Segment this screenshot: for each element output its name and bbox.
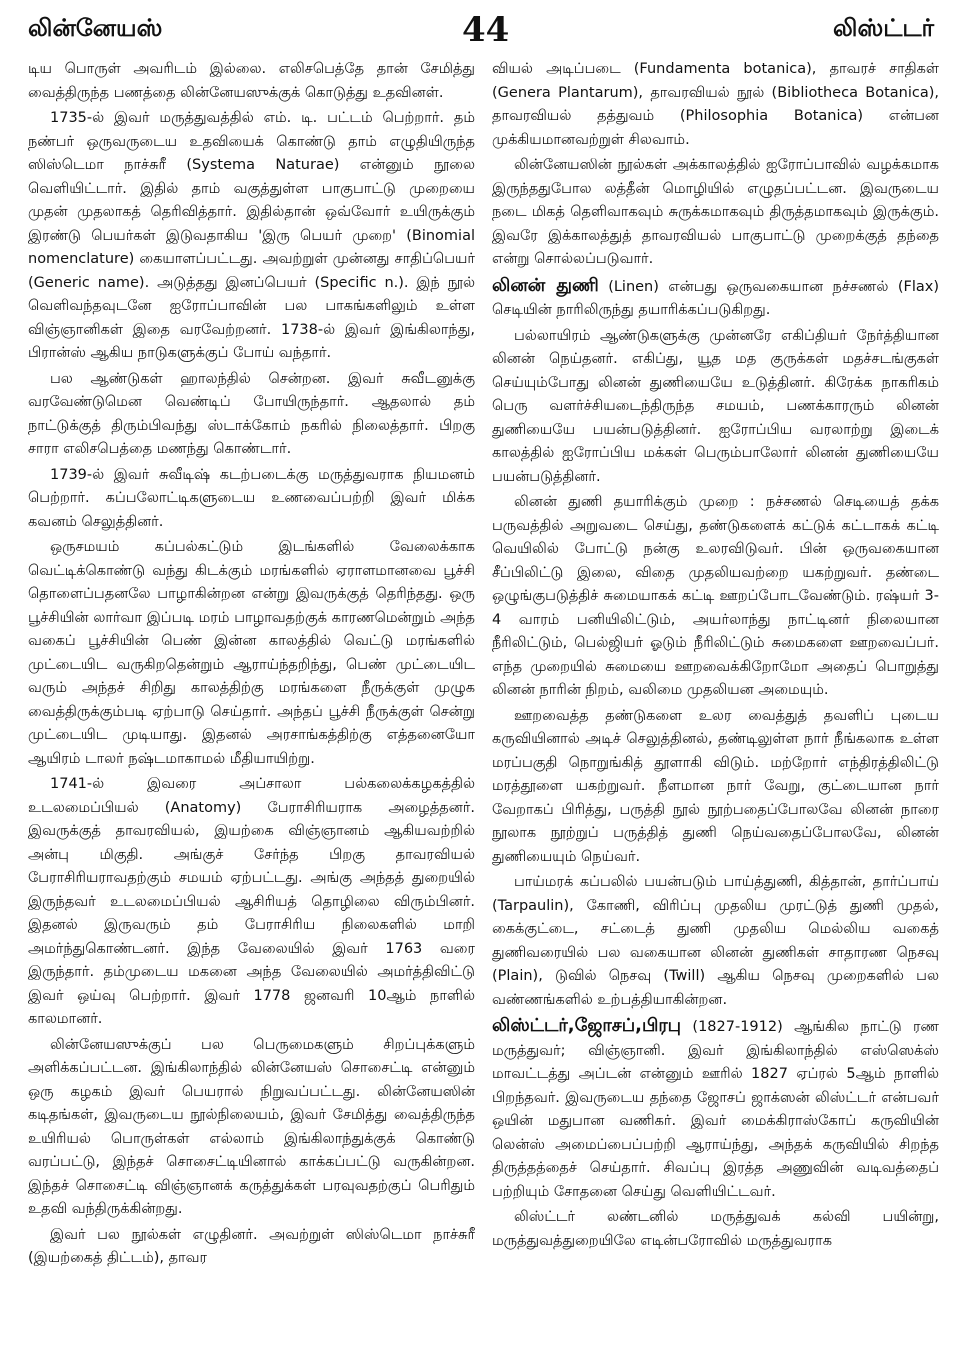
paragraph: ஊறவைத்த தண்டுகளை உலர வைத்துத் தவளிப் புடைய கருவியினால் அடிச் செலுத்தினல், தண்டிலுள்ள நார் நீங்கலாக உள்ள மரப்பகுதி நொறுங்கித் தூளாகி விடும். மற்றோர் எந்திரத்திலிட்டு மரத்தூளை யகற்றுவர். நீளமான நார் வேறு, குட்டையான நார் வேறாகப் பிரித்து, பருத்தி நூல் நூற்பதைப்போலவே லினன் நாரை நூலாக நூற்றுப் பருத்தித் துணி நெய்வதைப்போலவே, லினன் துணியையும் நெய்வர்.: [492, 707, 939, 865]
running-head-left: லின்னேயஸ்: [28, 14, 163, 42]
paragraph: பல்லாயிரம் ஆண்டுகளுக்கு முன்னரே எகிப்தியர் நேர்த்தியான லினன் நெய்தனர். எகிப்து, யூத மத குருக்கள் மதச்சடங்குகள் செய்யும்போது லினன் துணியையே உடுத்தினர். கிரேக்க நாகரிகம் பெரு வளர்ச்சியடைந்திருந்த சமயம், பணக்காரரும் லினன் துணியையே பயன்படுத்தினர். ஐரோப்பிய வரலாற்று இடைக் காலத்தில் ஐரோப்பிய மக்கள் பெரும்பாலோர் லினன் துணியையே பயன்படுத்தினர்.: [492, 327, 939, 485]
right-column: [492, 58, 939, 1352]
paragraph: லின்னேயஸின் நூல்கள் அக்காலத்தில் ஐரோப்பாவில் வழக்கமாக இருந்ததுபோல லத்தீன் மொழியில் எழுதப்பட்டன. இவருடைய நடை மிகத் தெளிவாகவும் சுருக்கமாகவும் திருத்தமாகவும் இருக்கும். இவரே இக்காலத்துத் தாவரவியல் பாகுபாட்டு முறைக்குத் தந்தை என்று சொல்லப்படுவார்.: [492, 157, 939, 267]
entry-intro-linen: (Linen) என்பது ஒருவகையான நச்சணல் (Flax) செடியின் நாரிலிருந்து தயாரிக்கப்படுகிறது.: [492, 278, 939, 318]
paragraph: வியல் அடிப்படை (Fundamenta botanica), தாவரச் சாதிகள் (Genera Plantarum), தாவரவியல் நூல் (Bibliotheca Botanica), தாவரவியல் தத்துவம் (Philosophia Botanica) என்பன முக்கியமானவற்றுள் சிலவாம்.: [492, 61, 939, 148]
page-number: 44: [462, 10, 510, 50]
entry-heading-lister: லிஸ்ட்டர்,ஜோசப்,பிரபு: [492, 1015, 682, 1036]
page-header: [0, 0, 960, 58]
paragraph: லின்னேயஸுக்குப் பல பெருமைகளும் சிறப்புக்களும் அளிக்கப்பட்டன. இங்கிலாந்தில் லின்னேயஸ் சொசைட்டி என்னும் ஒரு கழகம் இவர் பெயரால் நிறுவப்பட்டது. லின்னேயஸின் கடிதங்கள், இவருடைய நூல்நிலையம், இவர் சேமித்து வைத்திருந்த உயிரியல் பொருள்கள் எல்லாம் இங்கிலாந்துக்குக் கொண்டு வரப்பட்டு, இந்தச் சொசைட்டியினால் காக்கப்பட்டு வருகின்றன. இந்தச் சொசைட்டி விஞ்ஞானக் கருத்துக்கள் பரவுவதற்குப் பெரிதும் உதவி வந்திருக்கின்றது.: [28, 1036, 475, 1217]
paragraph: 1741-ல் இவரை அப்சாலா பல்கலைக்கழகத்தில் உடலமைப்பியல் (Anatomy) பேராசிரியராக அழைத்தனர். இவருக்குத் தாவரவியல், இயற்கை விஞ்ஞானம் ஆகியவற்றில் அன்பு மிகுதி. அங்குச் சேர்ந்த பிறகு தாவரவியல் பேராசிரியராவதற்கும் சமயம் ஏற்பட்டது. அங்கு அந்தத் துறையில் இருந்தவர் உடலமைப்பியல் ஆசிரியத் தொழிலை விரும்பினர். இதனல் இருவரும் தம் பேராசிரிய நிலைகளில் மாறி அமர்ந்துகொண்டனர். இந்த வேலையில் இவர் 1763 வரை இருந்தார். தம்முடைய மகனை அந்த வேலையில் அமர்த்திவிட்டு இவர் ஒய்வு பெற்றார். இவர் 1778 ஜனவரி 10ஆம் நாளில் காலமானர்.: [28, 776, 475, 1027]
paragraph: இவர் பல நூல்கள் எழுதினர். அவற்றுள் ஸிஸ்டெமா நாச்சுரீ (இயற்கைத் திட்டம்), தாவர: [28, 1226, 475, 1266]
entry-intro-lister: (1827-1912) ஆங்கில நாட்டு ரண மருத்துவர்; விஞ்ஞானி. இவர் இங்கிலாந்தில் எஸ்ஸெக்ஸ் மாவட்டத்து அப்டன் என்னும் ஊரில் 1827 ஏப்ரல் 5ஆம் நாளில் பிறந்தவர். இவருடைய தந்தை ஜோசப் ஜாக்ஸன் லிஸ்ட்டர் என்பவர் ஒயின் மதுபான வணிகர். இவர் மைக்கிராஸ்கோப் கருவியின் லென்ஸ் அமைப்பைப்பற்றி ஆராய்ந்து, அந்தக் கருவியில் சிறந்த திருத்தத்தைச் செய்தார். சிவப்பு இரத்த அணுவின் வடிவத்தைப் பற்றியும் சோதனை செய்து வெளியிட்டவர்.: [492, 1019, 939, 1200]
entry-lister: [492, 1014, 939, 1204]
left-column: [28, 58, 475, 1352]
paragraph: ஒருசமயம் கப்பல்கட்டும் இடங்களில் வேலைக்காக வெட்டிக்கொண்டு வந்து கிடக்கும் மரங்களில் ஏராளமானவை பூச்சி தொளைப்பதனலே பாழாகின்றன என்று இவருக்குத் தெரிந்தது. ஒரு பூச்சியின் லார்வா இப்படி மரம் பாழாவதற்குக் காரணமென்றும் அந்த வகைப் பூச்சியின் பெண் இன்ன காலத்தில் வெட்டு மரங்களில் முட்டையிட வருகிறதென்றும் ஆராய்ந்தறிந்து, பெண் முட்டையிட வரும் அந்தச் சிறிது காலத்திற்கு மரங்களை நீருக்குள் முழுக வைத்திருக்கும்படி ஏற்பாடு செய்தார். அந்தப் பூச்சி நீருக்குள் சென்று முட்டையிட முடியாது. இதனல் அரசாங்கத்திற்கு எத்தனையோ ஆயிரம் டாலர் நஷ்டமாகாமல் மீதியாயிற்று.: [28, 539, 475, 767]
paragraph: டிய பொருள் அவரிடம் இல்லை. எலிசபெத்தே தான் சேமித்து வைத்திருந்த பணத்தை லின்னேயஸுக்குக் கொடுத்து உதவினள்.: [28, 61, 475, 101]
entry-heading-linen: லினன் துணி: [492, 274, 599, 296]
paragraph: 1735-ல் இவர் மருத்துவத்தில் எம். டி. பட்டம் பெற்றார். தம் நண்பர் ஒருவருடைய உதவியைக் கொண்டு தாம் எழுதியிருந்த ஸிஸ்டெமா நாச்சுரீ (Systema Naturae) என்னும் நூலை வெளியிட்டார். இதில் தாம் வகுத்துள்ள பாகுபாட்டு முறையை முதன் முதலாகத் தெரிவித்தார். இதில்தான் ஒவ்வோர் உயிருக்கும் இரண்டு பெயர்கள் இடுவதாகிய 'இரு பெயர் முறை' (Binomial nomenclature) கையாளப்பட்டது. அவற்றுள் முன்னது சாதிப்பெயர் (Generic name). அடுத்தது இனப்பெயர் (Specific n.). இந் நூல் வெளிவந்தவுடனே ஐரோப்பாவின் பல பாகங்களிலும் உள்ள விஞ்ஞானிகள் இதை வரவேற்றனர். 1738-ல் இவர் இங்கிலாந்து, பிரான்ஸ் ஆகிய நாடுகளுக்குப் போய் வந்தார்.: [28, 110, 475, 361]
paragraph: பல ஆண்டுகள் ஹாலந்தில் சென்றன. இவர் சுவீடனுக்கு வரவேண்டுமென வெண்டிப் போயிருந்தார். ஆதலால் தம் நாட்டுக்குத் திரும்பிவந்து ஸ்டாக்கோம் நகரில் நிலைத்தார். பிறகு சாரா எலிசபெத்தை மணந்து கொண்டார்.: [28, 370, 475, 457]
running-head-right: லிஸ்ட்டர்: [833, 14, 934, 42]
paragraph: 1739-ல் இவர் சுவீடிஷ் கடற்படைக்கு மருத்துவராக நியமனம் பெற்றார். கப்பலோட்டிகளுடைய உணவைப்பற்றி இவர் மிக்க கவனம் செலுத்தினர்.: [28, 466, 475, 530]
paragraph: லினன் துணி தயாரிக்கும் முறை : நச்சணல் செடியைத் தக்க பருவத்தில் அறுவடை செய்து, தண்டுகளைக் கட்டுக் கட்டாகக் கட்டி வெயிலில் போட்டு நன்கு உலரவிடுவர். பின் ஒருவகையான சீப்பிலிட்டு இலை, விதை முதலியவற்றை யகற்றுவர். தண்டை ஒழுங்குபடுத்திச் சுமையாகக் கட்டி ஊறப்போடவேண்டும். ரஷ்யர் 3-4 வாரம் பனியிலிட்டும், அயர்லாந்து நாட்டினர் நிலையான நீரிலிட்டும், பெல்ஜியர் ஓடும் நீரிலிட்டும் சுமைகளை ஊறவைப்பர். எந்த முறையில் சுமையை ஊறவைக்கிறோமோ அதைப் பொறுத்து லினன் நாரின் நிறம், வலிமை முதலியன அமையும்.: [492, 494, 939, 698]
paragraph: பாய்மரக் கப்பலில் பயன்படும் பாய்த்துணி, கித்தான், தார்ப்பாய் (Tarpaulin), கோணி, விரிப்பு முதலிய முரட்டுத் துணி முதல், கைக்குட்டை, சட்டைத் துணி முதலிய மெல்லிய வகைத் துணிவரையில் பல வகையான லினன் துணிகள் சாதாரண நெசவு (Plain), டுவில் நெசவு (Twill) ஆகிய நெசவு முறைகளில் பல வண்ணங்களில் உற்பத்தியாகின்றன.: [492, 874, 939, 1008]
paragraph: லிஸ்ட்டர் லண்டனில் மருத்துவக் கல்வி பயின்று, மருத்துவத்துறையிலே எடின்பரோவில் மருத்துவராக: [492, 1209, 939, 1249]
entry-linen: [492, 274, 939, 323]
